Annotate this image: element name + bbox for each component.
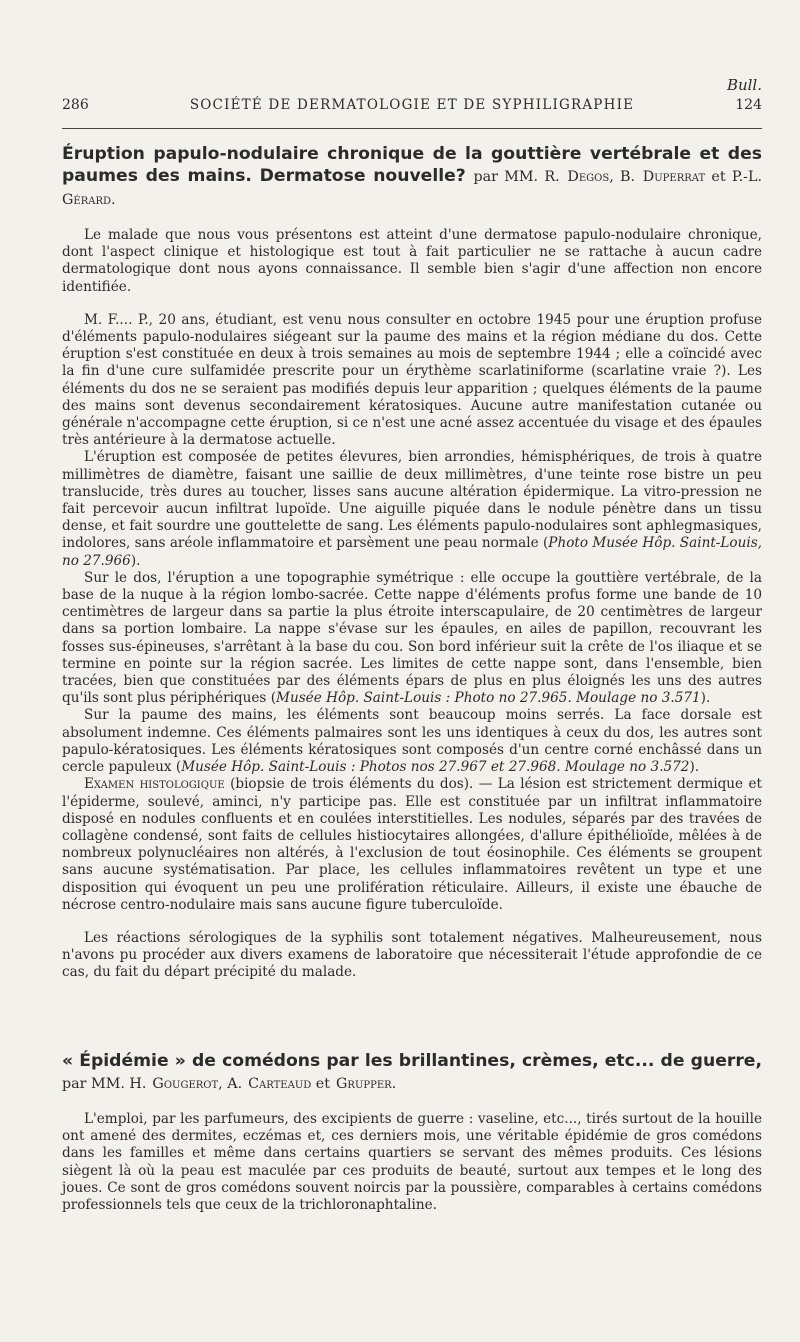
header-rule bbox=[62, 128, 762, 129]
running-title: SOCIÉTÉ DE DERMATOLOGIE ET DE SYPHILIGRAPHIE bbox=[189, 97, 635, 113]
article-1 bbox=[62, 143, 762, 982]
article-1-serology-paragraph: Les réactions sérologiques de la syphilis sont totalement négatives. Malheureusement, nous n'avons pu procéder aux divers examens de laboratoire que nécessiterait l'étude approfondie de ce cas, du fait du départ précipité du malade. bbox=[62, 929, 762, 981]
article-2-authors-and: et bbox=[311, 1076, 331, 1092]
article-1-heading bbox=[62, 143, 762, 211]
article-1-palm-ref: Musée Hôp. Saint-Louis : Photos nos 27.967 et 27.968. Moulage no 3.572 bbox=[181, 759, 690, 776]
running-header bbox=[62, 97, 762, 119]
article-1-case-paragraph: M. F.... P., 20 ans, étudiant, est venu nous consulter en octobre 1945 pour une éruption profuse d'éléments papulo-nodulaires siégeant sur la paume des mains et la région médiane du dos. Cette éruption s'est constituée en deux à trois semaines au mois de septembre 1944 ; elle a coïncidé avec la fin d'une cure sulfamidée prescrite pour un érythème scarlatiniforme (scarlatine vraie ?). Les éléments du dos ne se seraient pas modifiés depuis leur apparition ; quelques éléments de la paume des mains sont devenus secondairement kératosiques. Aucune autre manifestation cutanée ou générale n'accompagne cette éruption, si ce n'est une acné assez accentuée du visage et des épaules très antérieure à la dermatose actuelle. bbox=[62, 311, 762, 449]
article-1-histology-label: Examen histologique bbox=[84, 776, 225, 793]
article-2-heading bbox=[62, 1050, 762, 1095]
article-1-author-3: Gérard bbox=[62, 192, 112, 208]
article-1-back-ref: Musée Hôp. Saint-Louis : Photo no 27.965. Moulage no 3.571 bbox=[276, 690, 701, 707]
article-1-eruption-end: ). bbox=[130, 552, 141, 569]
article-1-back-text: Sur le dos, l'éruption a une topographie symétrique : elle occupe la gouttière vertébrale, de la base de la nuque à la région lombo-sacrée. Cette nappe d'éléments profus forme une bande de 10 centimètres de largeur dans sa partie la plus étroite interscapulaire, de 20 centimètres de largeur dans sa portion lombaire. La nappe s'évase sur les épaules, en ailes de papillon, recouvrant les fosses sus-épineuses, s'arrêtant à la base du cou. Son bord inférieur suit la crête de l'os iliaque et se termine en pointe sur la région sacrée. Les limites de cette nappe sont, dans l'ensemble, bien tracées, bien que constituées par des éléments épars de plus en plus éloignés les uns des autres qu'ils sont plus périphériques ( bbox=[62, 569, 762, 707]
article-2-authors-prefix: par MM. H. bbox=[62, 1076, 147, 1092]
article-1-eruption-ref: Photo Musée Hôp. Saint-Louis, no 27.966 bbox=[62, 535, 762, 569]
article-1-eruption-text: L'éruption est composée de petites élevures, bien arrondies, hémisphériques, de trois à quatre millimètres de diamètre, faisant une saillie de deux millimètres, d'une teinte rose bistre un peu translucide, très dures au toucher, lisses sans aucune altération épidermique. La vitro-pression ne fait percevoir aucun infiltrat lupoïde. Une aiguille piquée dans le nodule pénètre dans un tissu dense, et fait sourdre une gouttelette de sang. Les éléments papulo-nodulaires sont aphlegmasiques, indolores, sans aréole inflammatoire et parsèment une peau normale ( bbox=[62, 449, 762, 552]
article-1-histology-text: (biopsie de trois éléments du dos). — La lésion est strictement dermique et l'épiderme, soulevé, aminci, n'y participe pas. Elle est constituée par un infiltrat inflammatoire disposé en nodules confluents et en coulées interstitielles. Les nodules, séparés par des travées de collagène condensé, sont faits de cellules histiocytaires allongées, d'allure épithélioïde, mêlées à de nombreux polynucléaires non altérés, à l'exclusion de tout éosinophile. Ces éléments se groupent sans aucune systématisation. Par place, les cellules inflammatoires revêtent un type et une disposition qui évoquent un peu une prolifération réticulaire. Ailleurs, il existe une ébauche de nécrose centro-nodulaire mais sans aucune figure tuberculoïde. bbox=[62, 776, 762, 913]
article-1-back-end: ). bbox=[700, 690, 711, 707]
article-2-title: « Épidémie » de comédons par les brillantines, crèmes, etc... de guerre, bbox=[62, 1051, 762, 1071]
article-2-author-2: Carteaud bbox=[248, 1076, 312, 1092]
article-1-author-2: Duperrat bbox=[642, 169, 706, 185]
article-2 bbox=[62, 1050, 762, 1214]
article-1-back-paragraph bbox=[62, 570, 762, 708]
article-2-authors-end: . bbox=[391, 1076, 397, 1092]
article-2-authors-mid: , A. bbox=[218, 1076, 243, 1092]
article-1-title: Éruption papulo-nodulaire chronique de la gouttière vertébrale et des paumes des mains. Dermatose nouvelle? bbox=[62, 144, 762, 186]
article-1-histology-paragraph bbox=[62, 776, 762, 914]
article-1-palm-end: ). bbox=[689, 759, 700, 776]
journal-abbrev: Bull. bbox=[726, 76, 762, 94]
article-1-palm-text: Sur la paume des mains, les éléments sont beaucoup moins serrés. La face dorsale est absolument indemne. Ces éléments palmaires sont les uns identiques à ceux du dos, les autres sont papulo-kératosiques. Les éléments kératosiques sont composés d'un centre corné enchâssé dans un cercle papuleux ( bbox=[62, 707, 762, 776]
volume-number: 124 bbox=[735, 97, 762, 113]
article-1-authors-mid: , B. bbox=[609, 169, 636, 185]
article-1-authors-end: . bbox=[111, 192, 116, 208]
article-1-authors-and: et P.-L. bbox=[705, 169, 763, 185]
article-1-eruption-paragraph bbox=[62, 449, 762, 569]
article-1-palm-paragraph bbox=[62, 707, 762, 776]
article-1-author-1: Degos bbox=[567, 169, 610, 185]
page-number: 286 bbox=[62, 97, 89, 113]
article-1-authors-prefix: par MM. R. bbox=[473, 169, 560, 185]
article-2-author-1: Gougerot bbox=[152, 1076, 219, 1092]
journal-page bbox=[62, 0, 762, 1342]
article-1-intro-paragraph: Le malade que nous vous présentons est atteint d'une dermatose papulo-nodulaire chronique, dont l'aspect clinique et histologique est tout à fait particulier ne se rattache à aucun cadre dermatologique dont nous ayons connaissance. Il semble bien s'agir d'une affection non encore identifiée. bbox=[62, 227, 762, 295]
article-2-author-3: Grupper bbox=[336, 1076, 392, 1092]
article-2-paragraph: L'emploi, par les parfumeurs, des excipients de guerre : vaseline, etc..., tirés surtout de la houille ont amené des dermites, eczémas et, ces derniers mois, une véritable épidémie de gros comédons dans les familles et même dans certains quartiers se servant des mêmes produits. Ces lésions siègent là où la peau est maculée par ces produits de beauté, surtout aux tempes et le long des joues. Ce sont de gros comédons souvent noircis par la poussière, comparables à certains comédons professionnels tels que ceux de la trichloronaphtaline. bbox=[62, 1111, 762, 1214]
